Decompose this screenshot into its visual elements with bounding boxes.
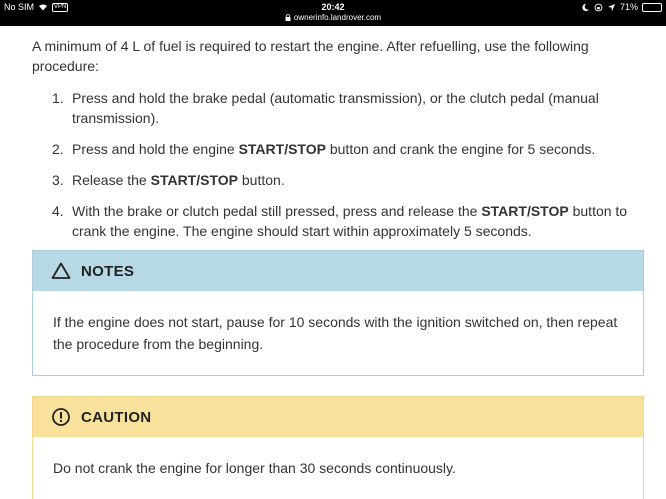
location-arrow-icon [607,3,616,12]
url-text: ownerinfo.landrover.com [293,13,382,22]
moon-icon [581,3,590,12]
clock: 20:42 [321,2,345,12]
step-item [32,201,644,241]
vpn-badge: VPN [54,3,67,10]
exclamation-circle-icon [51,407,71,427]
caution-header [33,397,643,437]
caution-box [32,396,644,499]
orientation-lock-icon [594,3,603,12]
step-number: 1. [52,90,64,106]
step-bold: START/STOP [238,141,326,157]
step-item [32,170,644,190]
step-text: With the brake or clutch pedal still pressed, press and release the [72,203,482,219]
step-text: button and crank the engine for 5 seconds. [325,141,596,157]
step-item [32,139,644,159]
battery-percent: 71% [619,2,638,12]
url-bar[interactable] [0,13,666,22]
step-bold: START/STOP [481,203,569,219]
caution-title: CAUTION [81,408,152,426]
step-text: Press and hold the brake pedal (automatic transmission), or the clutch pedal (manual transmission). [72,90,599,126]
notes-title: NOTES [81,262,135,280]
notes-header [33,251,643,291]
step-number: 2. [52,141,64,157]
step-number: 3. [52,172,64,188]
caution-body: Do not crank the engine for longer than 30 seconds continuously. [53,460,456,476]
step-number: 4. [52,203,64,219]
notes-box [32,250,644,376]
status-bar [0,0,666,26]
intro-paragraph: A minimum of 4 L of fuel is required to restart the engine. After refuelling, use the following procedure: [32,38,589,74]
battery-icon [642,3,662,12]
step-text: Press and hold the engine [72,141,239,157]
notes-body: If the engine does not start, pause for 10 seconds with the ignition switched on, then repeat the procedure from the beginning. [53,314,618,352]
status-right [581,2,662,12]
step-item [32,88,644,128]
warning-triangle-icon [51,261,71,281]
step-text: button. [238,172,285,188]
procedure-steps [32,88,644,241]
step-text: Release the [72,172,151,188]
carrier-label: No SIM [4,2,35,12]
step-text: button to crank the engine. The engine should start within approximately 5 seconds. [72,203,628,239]
lock-icon [285,14,291,21]
step-bold: START/STOP [150,172,238,188]
